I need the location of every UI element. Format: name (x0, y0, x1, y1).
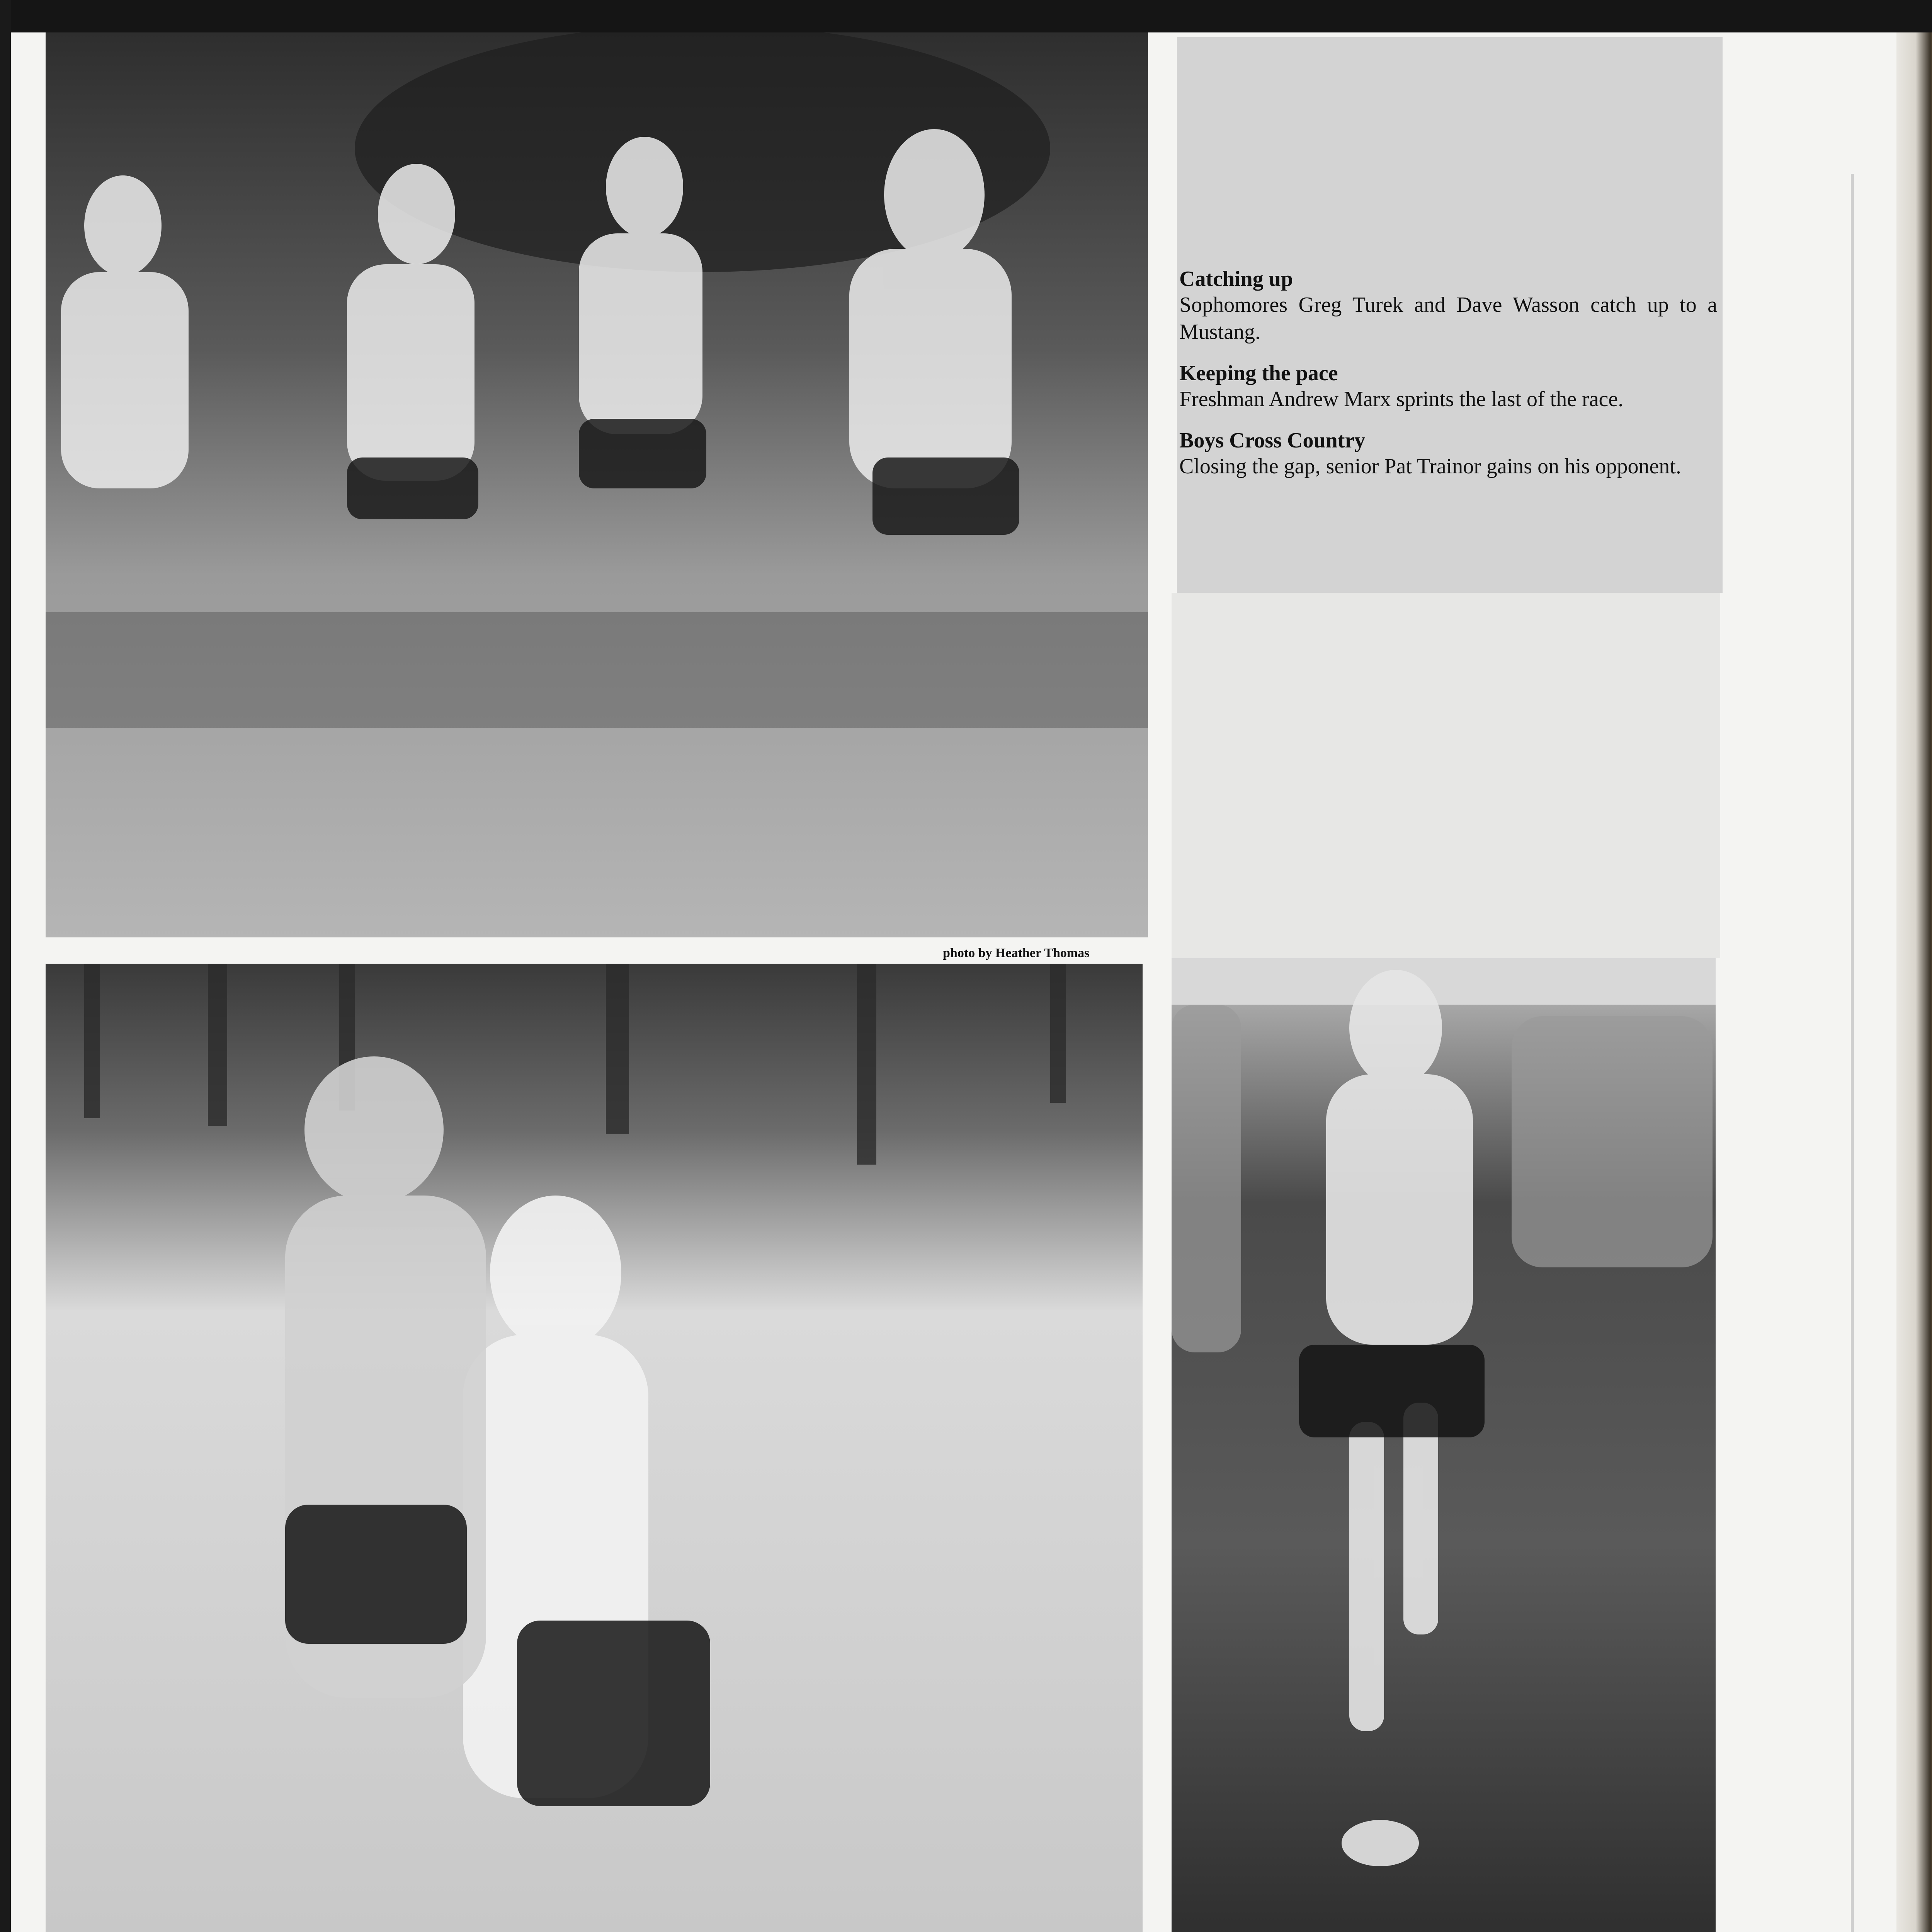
photo-credit-top: photo by Heather Thomas (943, 946, 1090, 960)
page-top-edge (0, 0, 1932, 32)
caption-text: Closing the gap, senior Pat Trainor gains on his opponent. (1179, 454, 1681, 478)
page-left-edge (0, 0, 11, 1932)
caption-title: Boys Cross Country (1179, 429, 1366, 452)
caption-list (1179, 267, 1717, 495)
caption-text: Freshman Andrew Marx sprints the last of the race. (1179, 387, 1624, 411)
caption-text: Sophomores Greg Turek and Dave Wasson catch up to a Mustang. (1179, 293, 1717, 344)
blank-panel (1172, 593, 1720, 958)
gutter-line (1851, 174, 1854, 1932)
caption-title: Keeping the pace (1179, 361, 1338, 385)
photo-finishing-runner (1172, 958, 1716, 1932)
caption-title: Catching up (1179, 267, 1293, 291)
photo-runners-group (46, 32, 1148, 937)
photo-two-runners (46, 964, 1143, 1932)
book-binding (1896, 32, 1932, 1932)
